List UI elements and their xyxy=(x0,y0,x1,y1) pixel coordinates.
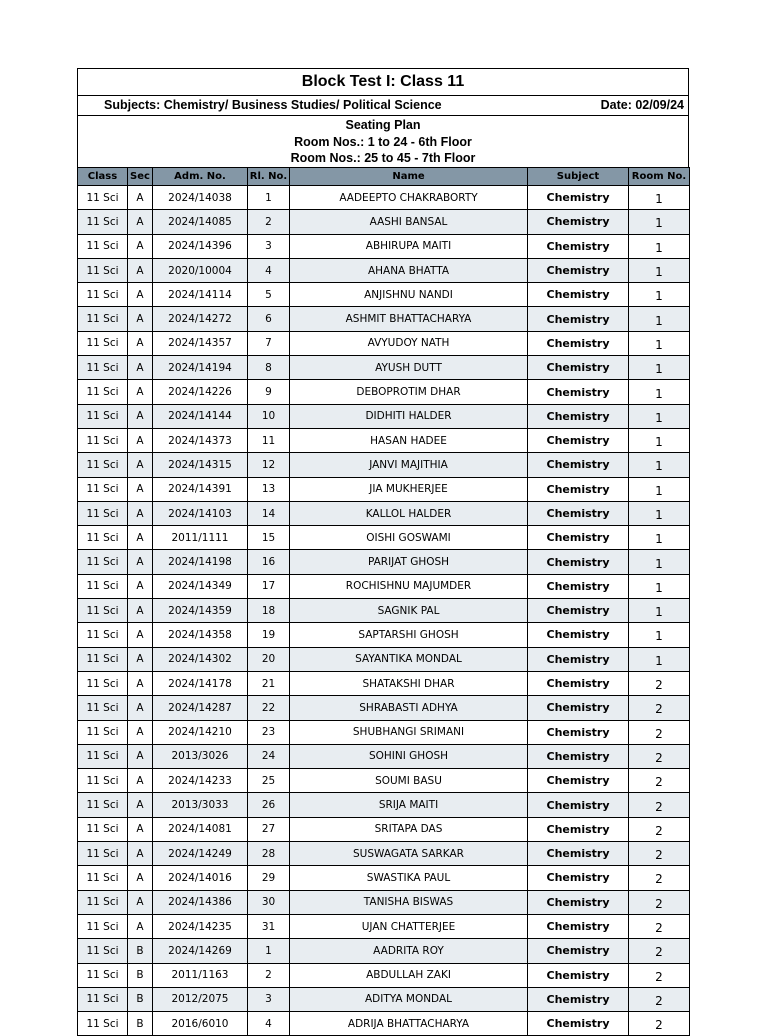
admission-number-cell: 2024/14315 xyxy=(153,453,248,477)
subject-cell: Chemistry xyxy=(528,890,629,914)
roll-number-cell: 13 xyxy=(248,477,290,501)
roll-number-cell: 14 xyxy=(248,501,290,525)
class-cell: 11 Sci xyxy=(78,987,128,1011)
admission-number-cell: 2024/14391 xyxy=(153,477,248,501)
admission-number-cell: 2024/14357 xyxy=(153,331,248,355)
admission-number-cell: 2024/14085 xyxy=(153,210,248,234)
table-row xyxy=(78,793,690,817)
class-cell: 11 Sci xyxy=(78,939,128,963)
roll-number-cell: 22 xyxy=(248,696,290,720)
class-cell: 11 Sci xyxy=(78,453,128,477)
section-cell: A xyxy=(128,599,153,623)
student-name-cell: SRITAPA DAS xyxy=(290,817,528,841)
section-cell: A xyxy=(128,186,153,210)
student-name-cell: ADITYA MONDAL xyxy=(290,987,528,1011)
student-name-cell: ANJISHNU NANDI xyxy=(290,283,528,307)
section-cell: B xyxy=(128,939,153,963)
section-cell: A xyxy=(128,720,153,744)
table-row xyxy=(78,380,690,404)
admission-number-cell: 2024/14269 xyxy=(153,939,248,963)
room-number-cell: 2 xyxy=(629,842,690,866)
admission-number-cell: 2024/14272 xyxy=(153,307,248,331)
column-header-class: Class xyxy=(78,168,128,186)
subject-cell: Chemistry xyxy=(528,866,629,890)
class-cell: 11 Sci xyxy=(78,428,128,452)
class-cell: 11 Sci xyxy=(78,526,128,550)
roll-number-cell: 5 xyxy=(248,283,290,307)
room-number-cell: 1 xyxy=(629,258,690,282)
roll-number-cell: 20 xyxy=(248,647,290,671)
table-row xyxy=(78,817,690,841)
class-cell: 11 Sci xyxy=(78,744,128,768)
subject-cell: Chemistry xyxy=(528,307,629,331)
section-cell: A xyxy=(128,793,153,817)
subject-cell: Chemistry xyxy=(528,283,629,307)
subject-cell: Chemistry xyxy=(528,574,629,598)
admission-number-cell: 2012/2075 xyxy=(153,987,248,1011)
subject-cell: Chemistry xyxy=(528,914,629,938)
room-number-cell: 1 xyxy=(629,526,690,550)
class-cell: 11 Sci xyxy=(78,963,128,987)
student-name-cell: ADRIJA BHATTACHARYA xyxy=(290,1012,528,1036)
roll-number-cell: 21 xyxy=(248,671,290,695)
subject-cell: Chemistry xyxy=(528,696,629,720)
roll-number-cell: 29 xyxy=(248,866,290,890)
class-cell: 11 Sci xyxy=(78,477,128,501)
admission-number-cell: 2011/1163 xyxy=(153,963,248,987)
section-cell: B xyxy=(128,987,153,1011)
admission-number-cell: 2024/14081 xyxy=(153,817,248,841)
student-name-cell: SOHINI GHOSH xyxy=(290,744,528,768)
subject-cell: Chemistry xyxy=(528,671,629,695)
column-header-roll-no: Rl. No. xyxy=(248,168,290,186)
class-cell: 11 Sci xyxy=(78,550,128,574)
roll-number-cell: 27 xyxy=(248,817,290,841)
room-number-cell: 2 xyxy=(629,939,690,963)
table-row xyxy=(78,526,690,550)
table-row xyxy=(78,428,690,452)
admission-number-cell: 2024/14349 xyxy=(153,574,248,598)
subjects-text: Subjects: Chemistry/ Business Studies/ Political Science xyxy=(104,98,442,112)
class-cell: 11 Sci xyxy=(78,404,128,428)
student-name-cell: HASAN HADEE xyxy=(290,428,528,452)
section-cell: A xyxy=(128,817,153,841)
admission-number-cell: 2024/14103 xyxy=(153,501,248,525)
student-name-cell: AVYUDOY NATH xyxy=(290,331,528,355)
student-name-cell: ROCHISHNU MAJUMDER xyxy=(290,574,528,598)
room-number-cell: 1 xyxy=(629,404,690,428)
section-cell: A xyxy=(128,550,153,574)
student-name-cell: ASHMIT BHATTACHARYA xyxy=(290,307,528,331)
table-row xyxy=(78,769,690,793)
subject-cell: Chemistry xyxy=(528,744,629,768)
room-number-cell: 1 xyxy=(629,234,690,258)
room-number-cell: 2 xyxy=(629,987,690,1011)
table-row xyxy=(78,599,690,623)
student-name-cell: SHRABASTI ADHYA xyxy=(290,696,528,720)
subject-cell: Chemistry xyxy=(528,550,629,574)
room-range-floor-7: Room Nos.: 25 to 45 - 7th Floor xyxy=(290,151,476,165)
section-cell: A xyxy=(128,574,153,598)
section-cell: A xyxy=(128,356,153,380)
subject-cell: Chemistry xyxy=(528,356,629,380)
subject-cell: Chemistry xyxy=(528,939,629,963)
admission-number-cell: 2013/3026 xyxy=(153,744,248,768)
section-cell: B xyxy=(128,1012,153,1036)
class-cell: 11 Sci xyxy=(78,817,128,841)
roll-number-cell: 28 xyxy=(248,842,290,866)
seating-table xyxy=(77,167,690,1036)
room-number-cell: 2 xyxy=(629,866,690,890)
table-row xyxy=(78,356,690,380)
room-number-cell: 2 xyxy=(629,720,690,744)
section-cell: A xyxy=(128,234,153,258)
table-row xyxy=(78,331,690,355)
room-number-cell: 1 xyxy=(629,647,690,671)
table-row xyxy=(78,258,690,282)
table-row xyxy=(78,453,690,477)
student-name-cell: JANVI MAJITHIA xyxy=(290,453,528,477)
subject-cell: Chemistry xyxy=(528,186,629,210)
room-number-cell: 2 xyxy=(629,671,690,695)
admission-number-cell: 2024/14016 xyxy=(153,866,248,890)
class-cell: 11 Sci xyxy=(78,866,128,890)
room-number-cell: 1 xyxy=(629,550,690,574)
table-row xyxy=(78,477,690,501)
room-number-cell: 1 xyxy=(629,283,690,307)
column-header-sec: Sec xyxy=(128,168,153,186)
section-cell: A xyxy=(128,258,153,282)
section-cell: A xyxy=(128,428,153,452)
room-number-cell: 1 xyxy=(629,453,690,477)
roll-number-cell: 10 xyxy=(248,404,290,428)
roll-number-cell: 25 xyxy=(248,769,290,793)
subject-cell: Chemistry xyxy=(528,599,629,623)
subject-cell: Chemistry xyxy=(528,647,629,671)
class-cell: 11 Sci xyxy=(78,186,128,210)
room-number-cell: 2 xyxy=(629,1012,690,1036)
subject-cell: Chemistry xyxy=(528,720,629,744)
roll-number-cell: 30 xyxy=(248,890,290,914)
column-header-subject: Subject xyxy=(528,168,629,186)
student-name-cell: SHUBHANGI SRIMANI xyxy=(290,720,528,744)
section-cell: A xyxy=(128,331,153,355)
subject-cell: Chemistry xyxy=(528,380,629,404)
roll-number-cell: 17 xyxy=(248,574,290,598)
admission-number-cell: 2024/14226 xyxy=(153,380,248,404)
room-number-cell: 1 xyxy=(629,186,690,210)
room-number-cell: 1 xyxy=(629,331,690,355)
roll-number-cell: 11 xyxy=(248,428,290,452)
section-cell: A xyxy=(128,380,153,404)
student-name-cell: AHANA BHATTA xyxy=(290,258,528,282)
student-name-cell: SOUMI BASU xyxy=(290,769,528,793)
table-row xyxy=(78,550,690,574)
student-name-cell: ABDULLAH ZAKI xyxy=(290,963,528,987)
student-name-cell: OISHI GOSWAMI xyxy=(290,526,528,550)
class-cell: 11 Sci xyxy=(78,258,128,282)
section-cell: A xyxy=(128,501,153,525)
admission-number-cell: 2024/14359 xyxy=(153,599,248,623)
section-cell: A xyxy=(128,744,153,768)
roll-number-cell: 18 xyxy=(248,599,290,623)
subject-cell: Chemistry xyxy=(528,453,629,477)
student-name-cell: SAGNIK PAL xyxy=(290,599,528,623)
admission-number-cell: 2024/14178 xyxy=(153,671,248,695)
section-cell: A xyxy=(128,210,153,234)
seating-plan-heading: Seating Plan xyxy=(345,118,421,132)
room-number-cell: 2 xyxy=(629,744,690,768)
class-cell: 11 Sci xyxy=(78,914,128,938)
table-row xyxy=(78,720,690,744)
admission-number-cell: 2024/14114 xyxy=(153,283,248,307)
room-number-cell: 2 xyxy=(629,914,690,938)
roll-number-cell: 31 xyxy=(248,914,290,938)
class-cell: 11 Sci xyxy=(78,283,128,307)
section-cell: A xyxy=(128,914,153,938)
room-number-cell: 1 xyxy=(629,623,690,647)
column-header-room-no: Room No. xyxy=(629,168,690,186)
subject-cell: Chemistry xyxy=(528,331,629,355)
subject-cell: Chemistry xyxy=(528,1012,629,1036)
section-cell: A xyxy=(128,283,153,307)
room-range-floor-6: Room Nos.: 1 to 24 - 6th Floor xyxy=(294,134,472,149)
table-row xyxy=(78,574,690,598)
class-cell: 11 Sci xyxy=(78,623,128,647)
roll-number-cell: 16 xyxy=(248,550,290,574)
roll-number-cell: 15 xyxy=(248,526,290,550)
admission-number-cell: 2020/10004 xyxy=(153,258,248,282)
table-row xyxy=(78,501,690,525)
subject-cell: Chemistry xyxy=(528,623,629,647)
section-cell: A xyxy=(128,866,153,890)
roll-number-cell: 12 xyxy=(248,453,290,477)
admission-number-cell: 2024/14302 xyxy=(153,647,248,671)
admission-number-cell: 2024/14287 xyxy=(153,696,248,720)
room-number-cell: 2 xyxy=(629,890,690,914)
section-cell: A xyxy=(128,671,153,695)
section-cell: A xyxy=(128,842,153,866)
class-cell: 11 Sci xyxy=(78,696,128,720)
table-row xyxy=(78,866,690,890)
student-name-cell: SAYANTIKA MONDAL xyxy=(290,647,528,671)
table-row xyxy=(78,890,690,914)
admission-number-cell: 2024/14038 xyxy=(153,186,248,210)
admission-number-cell: 2024/14210 xyxy=(153,720,248,744)
student-name-cell: TANISHA BISWAS xyxy=(290,890,528,914)
subjects-line xyxy=(78,96,688,116)
room-number-cell: 1 xyxy=(629,210,690,234)
section-cell: A xyxy=(128,404,153,428)
table-row xyxy=(78,623,690,647)
roll-number-cell: 23 xyxy=(248,720,290,744)
section-cell: B xyxy=(128,963,153,987)
subject-cell: Chemistry xyxy=(528,793,629,817)
class-cell: 11 Sci xyxy=(78,234,128,258)
table-row xyxy=(78,696,690,720)
roll-number-cell: 8 xyxy=(248,356,290,380)
subject-cell: Chemistry xyxy=(528,963,629,987)
subject-cell: Chemistry xyxy=(528,817,629,841)
student-name-cell: SWASTIKA PAUL xyxy=(290,866,528,890)
subject-cell: Chemistry xyxy=(528,210,629,234)
subject-cell: Chemistry xyxy=(528,234,629,258)
section-cell: A xyxy=(128,623,153,647)
room-number-cell: 1 xyxy=(629,477,690,501)
admission-number-cell: 2024/14235 xyxy=(153,914,248,938)
room-number-cell: 1 xyxy=(629,307,690,331)
roll-number-cell: 6 xyxy=(248,307,290,331)
room-number-cell: 2 xyxy=(629,963,690,987)
student-name-cell: PARIJAT GHOSH xyxy=(290,550,528,574)
class-cell: 11 Sci xyxy=(78,331,128,355)
table-row xyxy=(78,914,690,938)
sheet-header xyxy=(77,68,689,167)
admission-number-cell: 2024/14198 xyxy=(153,550,248,574)
table-row xyxy=(78,842,690,866)
student-name-cell: JIA MUKHERJEE xyxy=(290,477,528,501)
admission-number-cell: 2024/14373 xyxy=(153,428,248,452)
table-row xyxy=(78,647,690,671)
student-name-cell: ABHIRUPA MAITI xyxy=(290,234,528,258)
admission-number-cell: 2024/14358 xyxy=(153,623,248,647)
section-cell: A xyxy=(128,769,153,793)
admission-number-cell: 2024/14386 xyxy=(153,890,248,914)
table-row xyxy=(78,987,690,1011)
roll-number-cell: 1 xyxy=(248,186,290,210)
admission-number-cell: 2011/1111 xyxy=(153,526,248,550)
admission-number-cell: 2024/14249 xyxy=(153,842,248,866)
section-cell: A xyxy=(128,696,153,720)
student-name-cell: KALLOL HALDER xyxy=(290,501,528,525)
admission-number-cell: 2013/3033 xyxy=(153,793,248,817)
student-name-cell: SUSWAGATA SARKAR xyxy=(290,842,528,866)
subject-cell: Chemistry xyxy=(528,769,629,793)
class-cell: 11 Sci xyxy=(78,599,128,623)
room-number-cell: 1 xyxy=(629,356,690,380)
class-cell: 11 Sci xyxy=(78,793,128,817)
room-number-cell: 2 xyxy=(629,793,690,817)
class-cell: 11 Sci xyxy=(78,671,128,695)
table-row xyxy=(78,234,690,258)
subject-cell: Chemistry xyxy=(528,526,629,550)
room-number-cell: 2 xyxy=(629,696,690,720)
student-name-cell: SHATAKSHI DHAR xyxy=(290,671,528,695)
table-row xyxy=(78,186,690,210)
admission-number-cell: 2024/14144 xyxy=(153,404,248,428)
table-row xyxy=(78,210,690,234)
admission-number-cell: 2024/14233 xyxy=(153,769,248,793)
subject-cell: Chemistry xyxy=(528,428,629,452)
admission-number-cell: 2024/14194 xyxy=(153,356,248,380)
section-cell: A xyxy=(128,526,153,550)
subject-cell: Chemistry xyxy=(528,501,629,525)
column-header-adm-no: Adm. No. xyxy=(153,168,248,186)
class-cell: 11 Sci xyxy=(78,501,128,525)
section-cell: A xyxy=(128,477,153,501)
class-cell: 11 Sci xyxy=(78,890,128,914)
room-number-cell: 1 xyxy=(629,501,690,525)
test-date: Date: 02/09/24 xyxy=(600,98,684,112)
table-row xyxy=(78,404,690,428)
roll-number-cell: 4 xyxy=(248,258,290,282)
student-name-cell: DEBOPROTIM DHAR xyxy=(290,380,528,404)
table-header-row xyxy=(78,168,690,186)
roll-number-cell: 24 xyxy=(248,744,290,768)
admission-number-cell: 2024/14396 xyxy=(153,234,248,258)
class-cell: 11 Sci xyxy=(78,356,128,380)
class-cell: 11 Sci xyxy=(78,574,128,598)
section-cell: A xyxy=(128,890,153,914)
room-number-cell: 1 xyxy=(629,599,690,623)
roll-number-cell: 2 xyxy=(248,210,290,234)
room-number-cell: 1 xyxy=(629,380,690,404)
sheet-title: Block Test I: Class 11 xyxy=(78,69,688,96)
subject-cell: Chemistry xyxy=(528,987,629,1011)
section-cell: A xyxy=(128,647,153,671)
class-cell: 11 Sci xyxy=(78,1012,128,1036)
student-name-cell: DIDHITI HALDER xyxy=(290,404,528,428)
table-body xyxy=(78,186,690,1036)
roll-number-cell: 3 xyxy=(248,234,290,258)
student-name-cell: AADRITA ROY xyxy=(290,939,528,963)
room-number-cell: 2 xyxy=(629,769,690,793)
class-cell: 11 Sci xyxy=(78,842,128,866)
class-cell: 11 Sci xyxy=(78,380,128,404)
room-number-cell: 2 xyxy=(629,817,690,841)
roll-number-cell: 3 xyxy=(248,987,290,1011)
section-cell: A xyxy=(128,453,153,477)
roll-number-cell: 26 xyxy=(248,793,290,817)
subject-cell: Chemistry xyxy=(528,258,629,282)
subject-cell: Chemistry xyxy=(528,842,629,866)
roll-number-cell: 7 xyxy=(248,331,290,355)
subject-cell: Chemistry xyxy=(528,477,629,501)
class-cell: 11 Sci xyxy=(78,769,128,793)
room-number-cell: 1 xyxy=(629,574,690,598)
student-name-cell: AYUSH DUTT xyxy=(290,356,528,380)
class-cell: 11 Sci xyxy=(78,210,128,234)
table-row xyxy=(78,963,690,987)
column-header-name: Name xyxy=(290,168,528,186)
class-cell: 11 Sci xyxy=(78,720,128,744)
student-name-cell: SRIJA MAITI xyxy=(290,793,528,817)
table-row xyxy=(78,283,690,307)
roll-number-cell: 1 xyxy=(248,939,290,963)
table-row xyxy=(78,671,690,695)
student-name-cell: UJAN CHATTERJEE xyxy=(290,914,528,938)
table-row xyxy=(78,307,690,331)
subject-cell: Chemistry xyxy=(528,404,629,428)
table-row xyxy=(78,744,690,768)
student-name-cell: AASHI BANSAL xyxy=(290,210,528,234)
room-number-cell: 1 xyxy=(629,428,690,452)
section-cell: A xyxy=(128,307,153,331)
student-name-cell: SAPTARSHI GHOSH xyxy=(290,623,528,647)
seating-plan-info xyxy=(78,116,688,167)
student-name-cell: AADEEPTO CHAKRABORTY xyxy=(290,186,528,210)
roll-number-cell: 2 xyxy=(248,963,290,987)
seating-plan-sheet xyxy=(77,68,689,1036)
roll-number-cell: 4 xyxy=(248,1012,290,1036)
admission-number-cell: 2016/6010 xyxy=(153,1012,248,1036)
class-cell: 11 Sci xyxy=(78,307,128,331)
class-cell: 11 Sci xyxy=(78,647,128,671)
table-row xyxy=(78,939,690,963)
roll-number-cell: 19 xyxy=(248,623,290,647)
roll-number-cell: 9 xyxy=(248,380,290,404)
